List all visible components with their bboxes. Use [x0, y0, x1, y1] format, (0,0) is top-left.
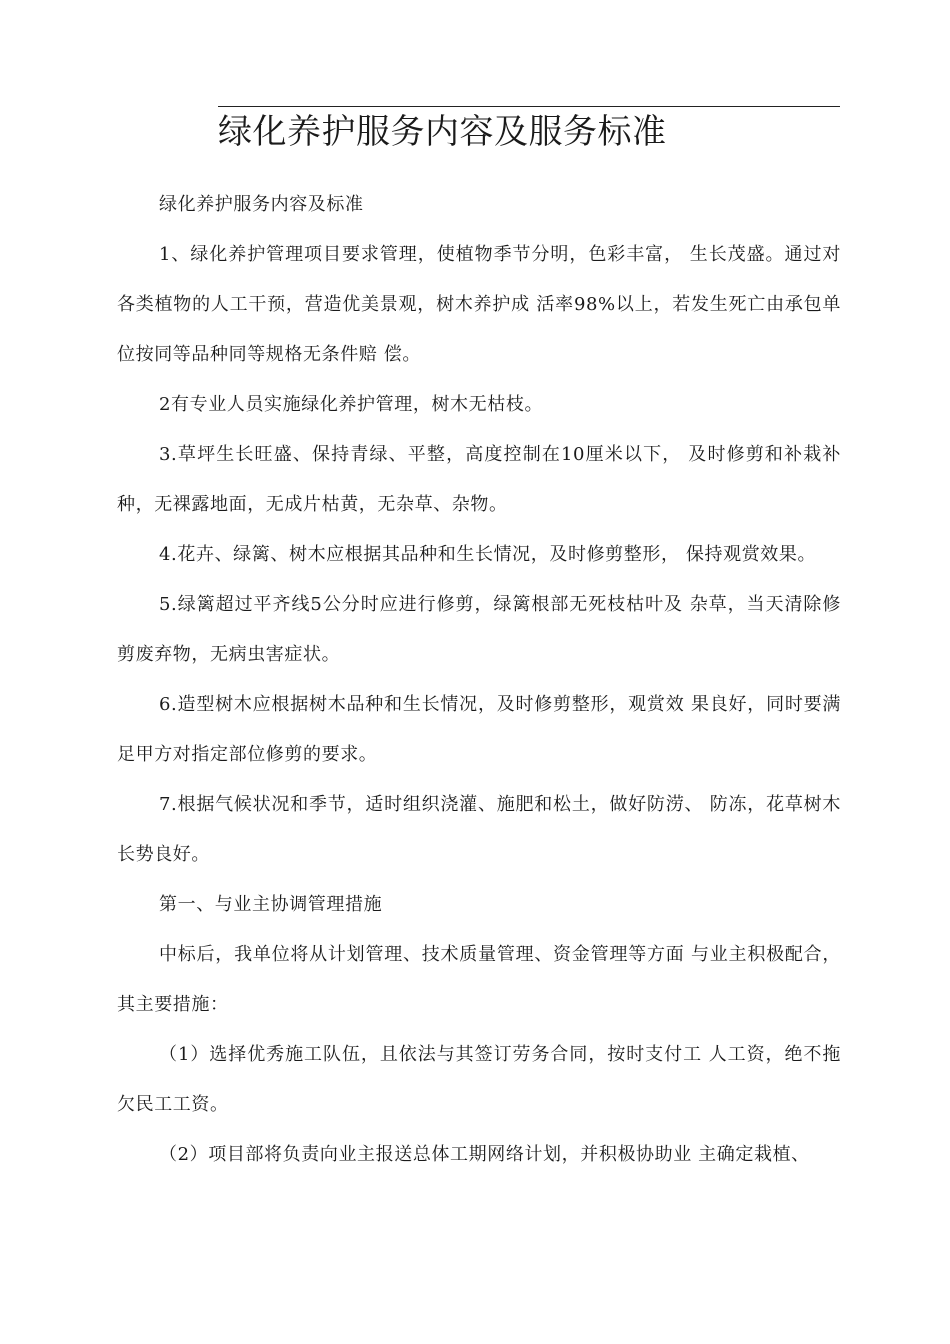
paragraph-item-6: 6.造型树木应根据树木品种和生长情况，及时修剪整形，观赏效 果良好，同时要满足甲方对指定部位修剪的要求。 — [117, 694, 841, 765]
paragraph-item-2: 2有专业人员实施绿化养护管理，树木无枯枝。 — [159, 394, 544, 415]
paragraph-item-1: 1、绿化养护管理项目要求管理，使植物季节分明，色彩丰富， 生长茂盛。通过对各类植物的人工干预，营造优美景观，树木养护成 活率98%以上，若发生死亡由承包单位按同等品种同等规格无条件赔 偿。 — [117, 244, 841, 365]
paragraph-subtitle: 绿化养护服务内容及标准 — [159, 194, 364, 215]
paragraph-item-4: 4.花卉、绿篱、树木应根据其品种和生长情况，及时修剪整形， 保持观赏效果。 — [159, 544, 817, 565]
paragraph-item-5: 5.绿篱超过平齐线5公分时应进行修剪，绿篱根部无死枝枯叶及 杂草，当天清除修剪废弃物，无病虫害症状。 — [117, 594, 841, 665]
paragraph-coordination-intro: 中标后，我单位将从计划管理、技术质量管理、资金管理等方面 与业主积极配合，其主要措施： — [117, 944, 841, 1015]
document-body — [117, 180, 841, 1180]
paragraph-measure-1: （1）选择优秀施工队伍，且依法与其签订劳务合同，按时支付工 人工资，绝不拖欠民工工资。 — [117, 1044, 841, 1115]
paragraph-measure-2: （2）项目部将负责向业主报送总体工期网络计划，并积极协助业 主确定栽植、 — [159, 1144, 810, 1165]
header-rule — [218, 106, 840, 107]
paragraph-item-7: 7.根据气候状况和季节，适时组织浇灌、施肥和松土，做好防涝、 防冻，花草树木长势良好。 — [117, 794, 841, 865]
document-title: 绿化养护服务内容及服务标准 — [218, 112, 667, 152]
paragraph-item-3: 3.草坪生长旺盛、保持青绿、平整，高度控制在10厘米以下， 及时修剪和补栽补种，无裸露地面，无成片枯黄，无杂草、杂物。 — [117, 444, 841, 515]
section-heading-coordination: 第一、与业主协调管理措施 — [159, 894, 383, 915]
